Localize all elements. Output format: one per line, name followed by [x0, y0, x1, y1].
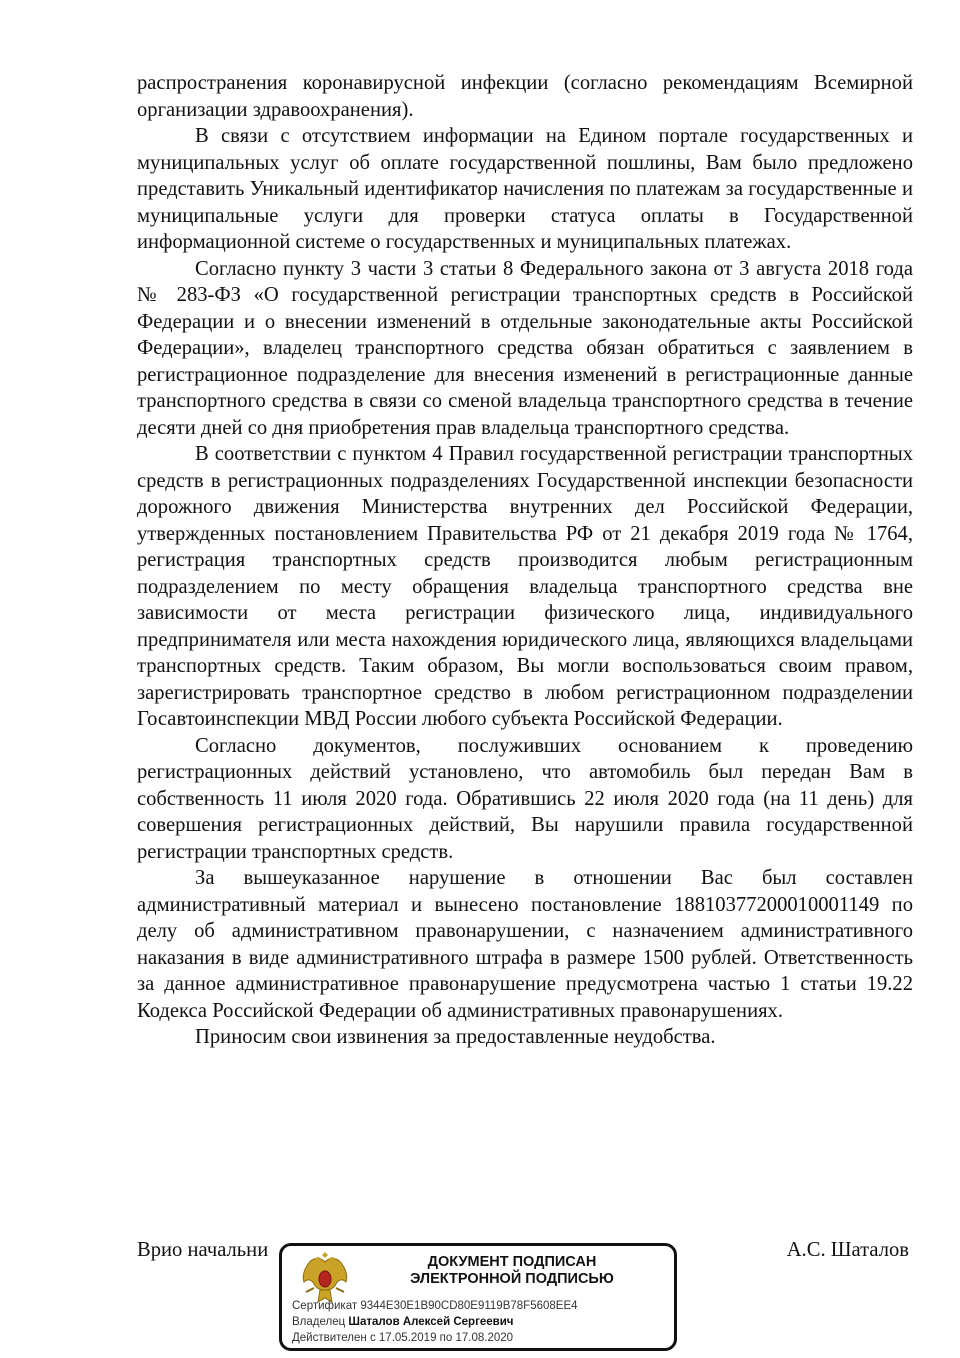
paragraph-6: За вышеуказанное нарушение в отношении Вас был составлен административный материал и вынесено постановление 18810377200010001149 по делу об административном правонарушении, с назначением административного наказания в виде административного штрафа в размере 1500 рублей. Ответственность за данное административное правонарушение предусмотрена частью 1 статьи 19.22 Кодекса Российской Федерации об административных правонарушениях.	[137, 867, 913, 1022]
paragraph-1: распространения коронавирусной инфекции (согласно рекомендациям Всемирной организации здравоохранения).	[137, 72, 913, 121]
paragraph-5: Согласно документов, послуживших основанием к проведению регистрационных действий установлено, что автомобиль был передан Вам в собственность 11 июля 2020 года. Обратившись 22 июля 2020 года (на 11 день) для совершения регистрационных действий, Вы нарушили правила государственной регистрации транспортных средств.	[137, 734, 913, 863]
paragraph-2: В связи с отсутствием информации на Едином портале государственных и муниципальных услуг об оплате государственной пошлины, Вам было предложено представить Уникальный идентификатор начисления по платежам за государственные и муниципальные услуги для проверки статуса оплаты в Государственной информационной системе о государственных и муниципальных платежах.	[137, 125, 913, 253]
paragraph-7: Приносим свои извинения за предоставленные неудобства.	[195, 1026, 716, 1048]
paragraph-3: Согласно пункту 3 части 3 статьи 8 Федерального закона от 3 августа 2018 года № 283-ФЗ «О государственной регистрации транспортных средств в Российской Федерации и о внесении изменений в отдельные законодательные акты Российской Федерации», владелец транспортного средства обязан обратиться с заявлением в регистрационное подразделение для внесения изменений в регистрационные данные транспортного средства в связи со сменой владельца транспортного средства в течение десяти дней со дня приобретения прав владельца транспортного средства.	[137, 257, 913, 439]
owner-value: Шаталов Алексей Сергеевич	[348, 1316, 514, 1328]
electronic-signature-stamp	[279, 1243, 677, 1351]
certificate-value: 9344E30E1B90CD80E9119B78F5608EE4	[360, 1300, 578, 1312]
paragraph-4: В соответствии с пунктом 4 Правил государственной регистрации транспортных средств в регистрационных подразделениях Государственной инспекции безопасности дорожного движения Министерства внутренних дел Российской Федерации, утвержденных постановлением Правительства РФ от 21 декабря 2019 года № 1764, регистрация транспортных средств производится любым регистрационным подразделением по месту обращения владельца транспортного средства вне зависимости от места регистрации физического лица, индивидуального предпринимателя или места нахождения юридического лица, являющихся владельцами транспортных средств. Таким образом, Вы могли воспользоваться своим правом, зарегистрировать транспортное средство в любом регистрационном подразделении Госавтоинспекции МВД России любого субъекта Российской Федерации.	[137, 443, 913, 730]
certificate-line	[292, 1300, 578, 1312]
owner-label: Владелец	[292, 1316, 346, 1328]
stamp-title-line-1: ДОКУМЕНТ ПОДПИСАН	[427, 1254, 597, 1270]
owner-line	[292, 1316, 513, 1328]
validity-line: Действителен с 17.05.2019 по 17.08.2020	[292, 1332, 514, 1344]
letter-body	[137, 70, 913, 1051]
stamp-title	[362, 1254, 662, 1288]
signer-name: А.С. Шаталов	[786, 1239, 909, 1261]
signer-position: Врио начальни	[137, 1239, 269, 1261]
certificate-label: Сертификат	[292, 1300, 358, 1312]
stamp-title-line-2: ЭЛЕКТРОННОЙ ПОДПИСЬЮ	[410, 1271, 614, 1287]
